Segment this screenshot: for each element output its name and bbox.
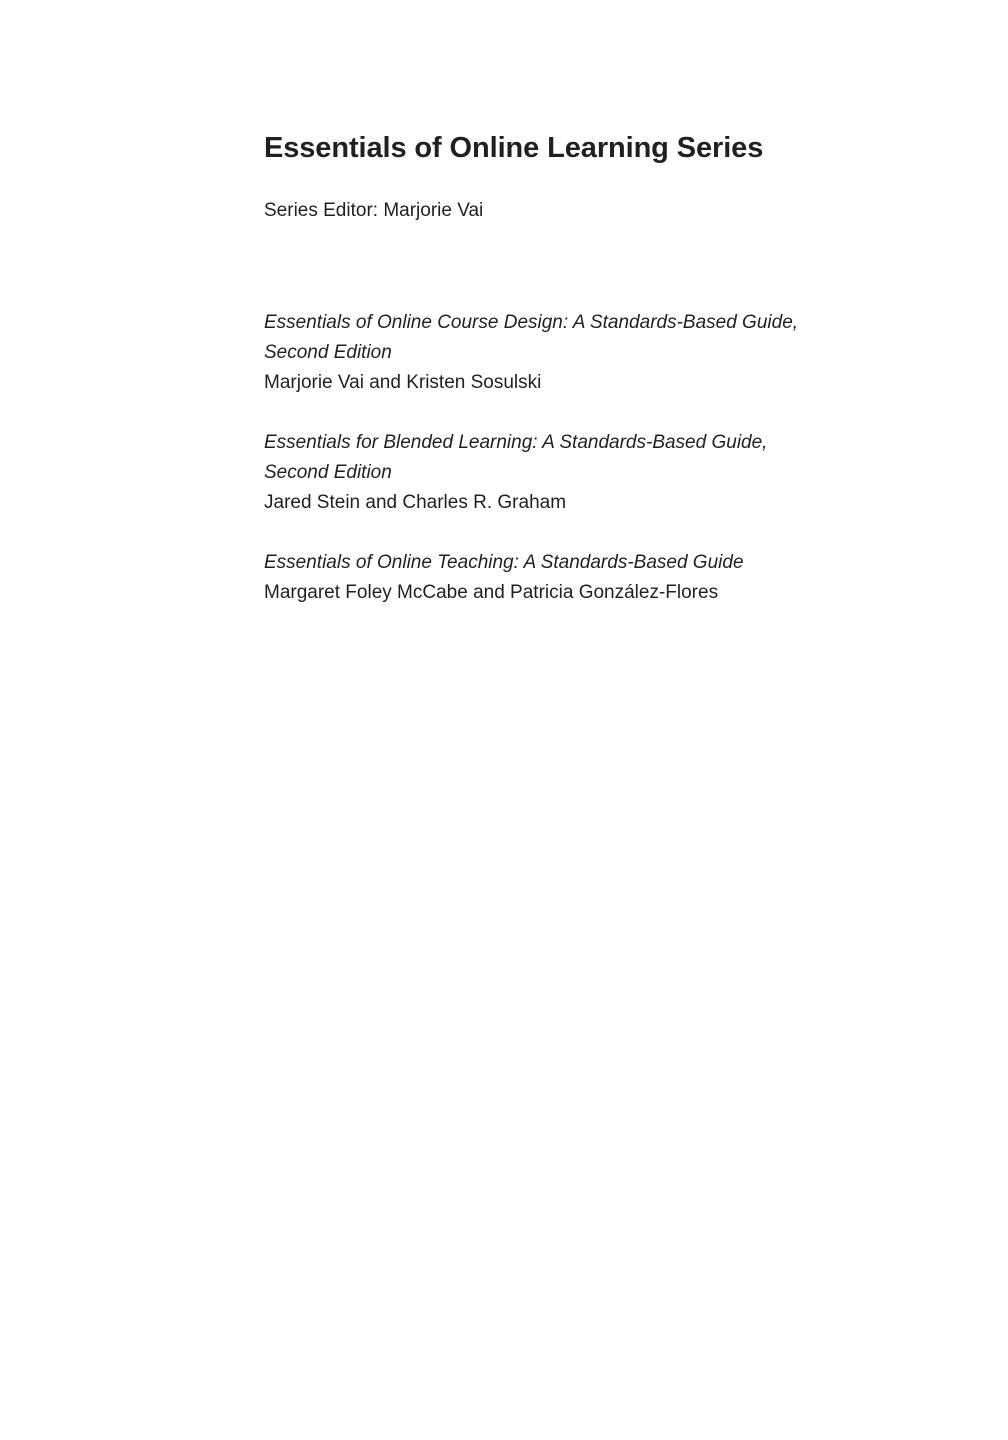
book-authors: Jared Stein and Charles R. Graham: [264, 492, 567, 513]
book-title-line: Second Edition: [264, 342, 392, 363]
series-page-content: [264, 130, 864, 638]
book-entry: [264, 548, 864, 608]
book-title: [264, 548, 864, 578]
book-entry: [264, 428, 864, 518]
book-title: [264, 428, 864, 488]
book-authors: Marjorie Vai and Kristen Sosulski: [264, 372, 542, 393]
series-title: Essentials of Online Learning Series: [264, 132, 764, 164]
book-authors: Margaret Foley McCabe and Patricia González-Flores: [264, 582, 719, 603]
book-title-line: Essentials of Online Teaching: A Standards-Based Guide: [264, 552, 744, 573]
book-title: [264, 308, 864, 368]
book-entry: [264, 308, 864, 398]
book-title-line: Second Edition: [264, 462, 392, 483]
book-list: [264, 308, 864, 608]
book-title-line: Essentials for Blended Learning: A Standards-Based Guide,: [264, 432, 768, 453]
book-title-line: Essentials of Online Course Design: A Standards-Based Guide,: [264, 312, 799, 333]
series-editor: Series Editor: Marjorie Vai: [264, 200, 484, 221]
